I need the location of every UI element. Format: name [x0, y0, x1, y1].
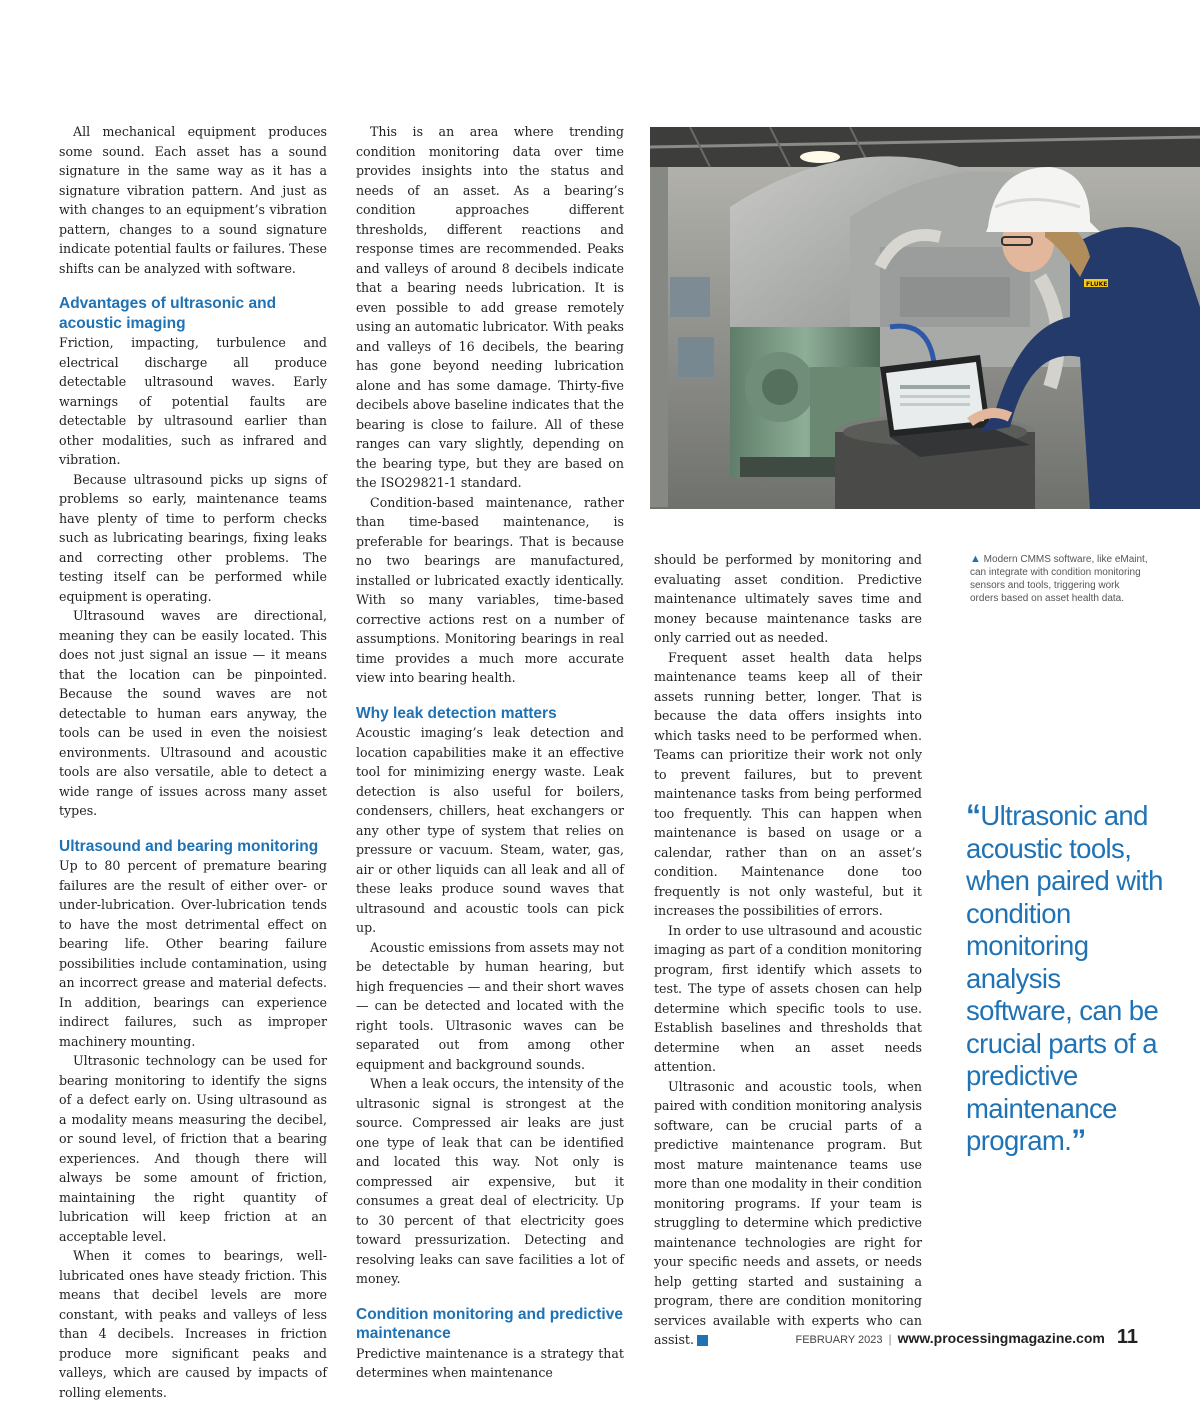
paragraph: Ultrasonic technology can be used for bearing monitoring to identify the signs of a defect early on. Using ultrasound as a modality means measuring the decibel, or sound level, of friction that a bearing experiences. And though there will always be some amount of friction, maintaining the right quantity of lubrication will keep friction at an acceptable level. [59, 1053, 327, 1244]
paragraph: All mechanical equipment produces some sound. Each asset has a sound signature in the same way as it has a signature vibration pattern. And just as with changes to an equipment’s vibration pattern, changes to a sound signature indicate potential faults or failures. These shifts can be analyzed with software. [59, 124, 327, 276]
footer-separator: | [888, 1332, 892, 1346]
paragraph: Because ultrasound picks up signs of problems so early, maintenance teams have plenty of time to perform checks such as lubricating bearings, fixing leaks and correcting other problems. The testing itself can be performed while equipment is operating. [59, 471, 327, 604]
paragraph [654, 1077, 922, 1350]
paragraph: Acoustic emissions from assets may not be detectable by human hearing, but high frequencies — and their short waves — can be detected and located with the right tools. Ultrasonic waves can be separated out from among other equipment and background sounds. [356, 939, 624, 1072]
paragraph: This is an area where trending condition monitoring data over time provides insights into the status and needs of an asset. As a bearing’s condition approaches different thresholds, different reactions and response times are recommended. Peaks and valleys of around 8 decibels indicate that a bearing needs lubrication. It is even possible to add grease remotely using an automatic lubricator. With peaks and valleys of 16 decibels, the bearing has gone beyond needing lubrication alone and has some damage. Thirty-five decibels above baseline indicates that the bearing is close to failure. All of these ranges can vary slightly, depending on the bearing type, but they are based on the ISO29821-1 standard. [356, 124, 624, 490]
article-column-2 [356, 122, 624, 1383]
paragraph: Acoustic imaging’s leak detection and location capabilities make it an effective tool for minimizing energy waste. Leak detection is also useful for boilers, condensers, chillers, heat exchangers or any other type of system that relies on pressure or vacuum. Steam, water, gas, air or other liquids can all leak and all of these leaks produce sound waves that ultrasound and acoustic tools can pick up. [356, 725, 624, 935]
section-heading-leak: Why leak detection matters [356, 704, 557, 722]
paragraph: Friction, impacting, turbulence and electrical discharge all produce detectable ultrasound waves. Early warnings of potential faults are detectable by ultrasound earlier than other modalities, such as infrared and vibration. [59, 335, 327, 467]
paragraph-text: Ultrasonic and acoustic tools, when paired with condition monitoring analysis software, can be crucial parts of a predictive maintenance program. But most mature maintenance teams use more than one modality in their condition monitoring programs. If your team is struggling to determine which predictive maintenance technologies are right for your specific needs and assets, or needs help getting started and sustaining a program, there are condition monitoring services available with experts who can assist. [654, 1078, 922, 1347]
page-number: 11 [1116, 1326, 1138, 1348]
close-quote-mark: ” [1071, 1124, 1086, 1157]
factory-photo-illustration [650, 127, 1200, 509]
section-heading-bearing: Ultrasound and bearing monitoring [59, 837, 319, 855]
paragraph: When a leak occurs, the intensity of the ultrasonic signal is strongest at the source. Compressed air leaks are just one type of leak that can be identified and located this way. Not only is compressed air expensive, but it consumes a great deal of electricity. Up to 30 percent of that electricity goes toward pressurization. Detecting and resolving leaks can save facilities a lot of money. [356, 1076, 624, 1286]
article-column-1 [59, 122, 327, 1402]
open-quote-mark: “ [966, 799, 981, 832]
photo-caption [970, 553, 1150, 605]
paragraph: should be performed by monitoring and evaluating asset condition. Predictive maintenance ultimately saves time and money because maintenance tasks are only carried out as needed. [654, 552, 922, 645]
paragraph: In order to use ultrasound and acoustic imaging as part of a condition monitoring program, first identify which assets to test. The type of assets chosen can help determine which specific tools to use. Establish baselines and thresholds that determine when an asset needs attention. [654, 922, 922, 1074]
section-heading-advantages: Advantages of ultrasonic and acoustic imaging [59, 295, 277, 332]
paragraph: Ultrasound waves are directional, meaning they can be easily located. This does not just signal an issue — it means that the location can be pinpointed. Because the sound waves are not detectable to human ears anyway, the tools can be used in even the noisiest environments. Ultrasound and acoustic tools are also versatile, able to detect a wide range of issues across many asset types. [59, 608, 327, 818]
page-footer [795, 1326, 1138, 1349]
pull-quote-text: Ultrasonic and acoustic tools, when paired with condition monitoring analysis software, can be crucial parts of a predictive maintenance program. [966, 800, 1163, 1156]
issue-date: FEBRUARY 2023 [795, 1334, 883, 1346]
helmet-brand-text: FLUKE [1086, 281, 1108, 288]
article-photo [650, 127, 1200, 509]
pull-quote [966, 800, 1166, 1158]
paragraph: When it comes to bearings, well-lubricated ones have steady friction. This means that decibel levels are more constant, with peaks and valleys of less than 4 decibels. Increases in friction produce more significant peaks and valleys, which are caused by impacts of rolling elements. [59, 1248, 327, 1400]
section-heading-condition: Condition monitoring and predictive maintenance [356, 1305, 623, 1342]
website-url: www.processingmagazine.com [897, 1330, 1105, 1346]
caption-text: Modern CMMS software, like eMaint, can integrate with condition monitoring sensors and tools, triggering work orders based on asset health data. [970, 554, 1148, 604]
paragraph: Condition-based maintenance, rather than time-based maintenance, is preferable for bearings. That is because no two bearings are manufactured, installed or lubricated exactly identically. With so many variables, time-based corrective actions rest on a number of assumptions. Monitoring bearings in real time provides a much more accurate view into bearing health. [356, 494, 624, 685]
paragraph: Up to 80 percent of premature bearing failures are the result of either over- or under-lubrication. Over-lubrication tends to have the most detrimental effect on bearing life. Other bearing failure possibilities include contamination, using an incorrect grease and material defects. In addition, bearings can experience indirect failures, such as improper machinery mounting. [59, 858, 327, 1049]
paragraph: Predictive maintenance is a strategy that determines when maintenance [356, 1345, 624, 1380]
caption-triangle-icon: ▲ [970, 553, 981, 565]
end-of-article-icon [697, 1335, 708, 1346]
paragraph: Frequent asset health data helps maintenance teams keep all of their assets running better, longer. That is because the data offers insights into which tasks need to be performed when. Teams can prioritize their work not only to prevent failures, but to prevent maintenance tasks from being performed too frequently. This can happen when maintenance is based on usage or a calendar, rather than on an asset’s condition. Maintenance done too frequently is not only wasteful, but it increases the possibilities of errors. [654, 649, 922, 918]
article-column-3 [654, 550, 922, 1350]
